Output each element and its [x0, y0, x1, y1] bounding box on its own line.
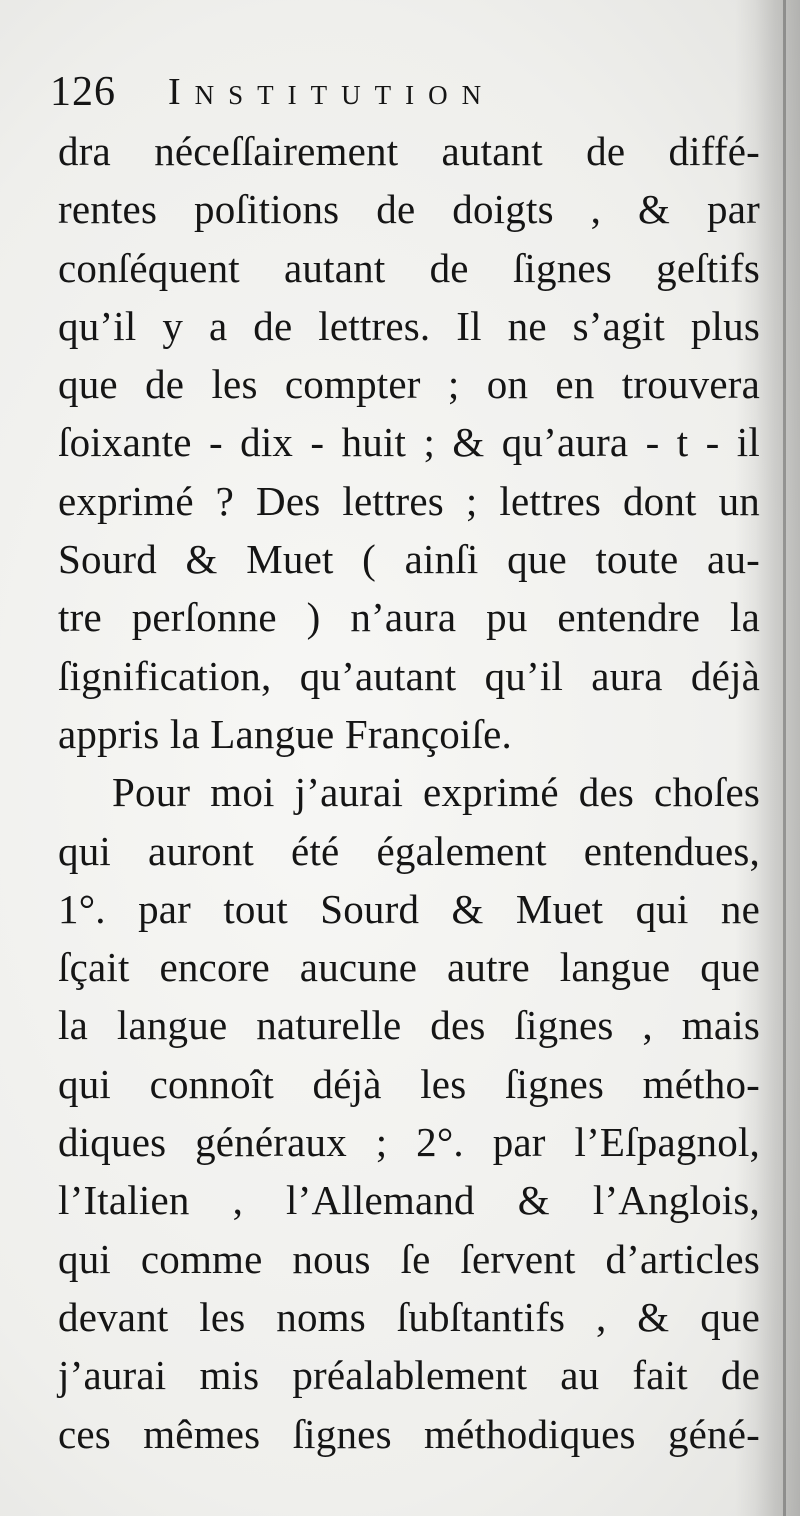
text-line: ſoixante - dix - huit ; & qu’aura - t - il: [58, 419, 760, 466]
text-line: qui comme nous ſe ſervent d’articles: [58, 1235, 760, 1282]
text-line: la langue naturelle des ſignes , mais: [58, 1002, 760, 1049]
text-line: 1°. par tout Sourd & Muet qui ne: [58, 885, 760, 932]
text-line: devant les noms ſubſtantifs , & que: [58, 1293, 760, 1340]
text-line: qui auront été également entendues,: [58, 827, 760, 874]
text-line: conſéquent autant de ſignes geſtifs: [58, 244, 760, 291]
text-line: tre perſonne ) n’aura pu entendre la: [58, 594, 760, 641]
text-line: ſignification, qu’autant qu’il aura déjà: [58, 652, 760, 699]
text-line: qui connoît déjà les ſignes métho-: [58, 1060, 760, 1107]
running-head: Institution: [168, 71, 496, 113]
text-line: exprimé ? Des lettres ; lettres dont un: [58, 477, 760, 524]
text-line: ſçait encore aucune autre langue que: [58, 944, 760, 991]
text-line: appris la Langue Françoiſe.: [58, 710, 512, 757]
text-line: Sourd & Muet ( ainſi que toute au-: [58, 536, 760, 583]
text-line: que de les compter ; on en trouvera: [58, 361, 760, 408]
text-line: dra néceſſairement autant de diffé-: [58, 128, 760, 174]
page-number: 126: [50, 69, 116, 115]
body-text: [58, 122, 760, 1463]
page-gutter-shadow: [783, 0, 786, 1516]
text-line: j’aurai mis préalablement au fait de: [58, 1352, 760, 1399]
text-line: qu’il y a de lettres. Il ne s’agit plus: [58, 302, 760, 349]
text-line: diques généraux ; 2°. par l’Eſpagnol,: [58, 1119, 760, 1166]
text-line: Pour moi j’aurai exprimé des choſes: [112, 769, 760, 816]
text-line: l’Italien , l’Allemand & l’Anglois,: [58, 1177, 760, 1224]
text-line: ces mêmes ſignes méthodiques géné-: [58, 1410, 760, 1457]
page-header: [50, 62, 730, 122]
text-line: rentes poſitions de doigts , & par: [58, 186, 760, 233]
